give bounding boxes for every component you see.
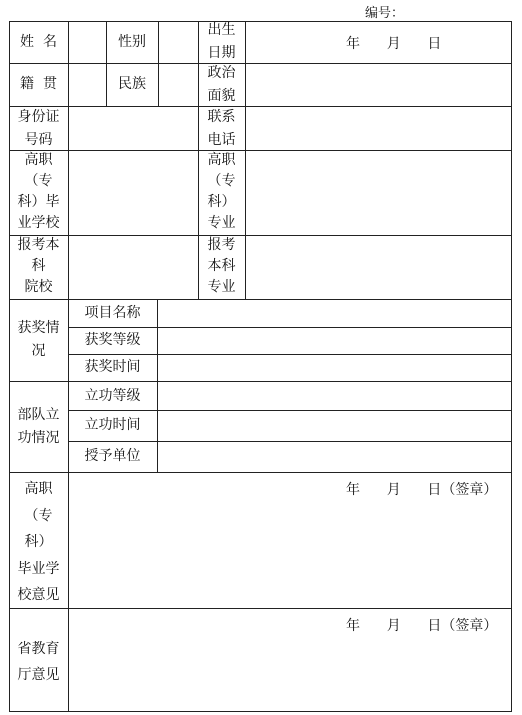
edu-dept-opinion-label: 省教育 厅意见 (17, 641, 60, 683)
rule (9, 608, 512, 609)
rule (9, 21, 512, 22)
serial-number-label: 编号： (365, 6, 405, 21)
edu-dept-opinion-date-sign: 年 月 日（签章） (346, 618, 498, 634)
gender-label: 性别 (118, 34, 146, 50)
apply-university-label: 报考本 科 院校 (17, 237, 60, 295)
native-place-label: 籍 贯 (20, 76, 57, 92)
name-label: 姓 名 (20, 34, 57, 50)
birth-date-placeholder: 年 月 日 (346, 36, 442, 52)
award-item-label: 获奖时间 (84, 359, 141, 375)
military-item-label: 立功时间 (84, 417, 141, 433)
phone-label: 联系 电话 (207, 109, 236, 148)
award-item-label: 项目名称 (84, 305, 141, 321)
rule (158, 21, 159, 107)
rule (68, 354, 512, 355)
award-item-label: 获奖等级 (84, 332, 141, 348)
rule (68, 441, 512, 442)
rule (9, 106, 512, 107)
rule (68, 327, 512, 328)
rule (68, 410, 512, 411)
rule (511, 21, 512, 712)
school-opinion-date-sign: 年 月 日（签章） (346, 482, 498, 498)
rule (157, 299, 158, 473)
military-item-label: 授予单位 (84, 448, 141, 464)
rule (9, 299, 512, 300)
rule (245, 21, 246, 300)
awards-label: 获奖情 况 (17, 320, 60, 359)
military-item-label: 立功等级 (84, 388, 141, 404)
graduate-major-label: 高职 （专 科） 专业 (207, 152, 236, 231)
rule (9, 472, 512, 473)
rule (9, 381, 512, 382)
ethnicity-label: 民族 (118, 76, 146, 92)
rule (9, 711, 512, 712)
rule (9, 235, 512, 236)
rule (9, 150, 512, 151)
apply-major-label: 报考 本科 专业 (207, 237, 236, 295)
birth-date-label: 出生 日期 (207, 22, 236, 61)
military-merit-label: 部队立 功情况 (17, 407, 60, 446)
political-status-label: 政治 面貌 (207, 65, 236, 104)
id-number-label: 身份证 号码 (17, 109, 60, 148)
rule (9, 63, 512, 64)
school-opinion-label: 高职 （专 科） 毕业学 校意见 (17, 481, 60, 603)
graduate-school-label: 高职 （专 科）毕 业学校 (17, 152, 60, 231)
